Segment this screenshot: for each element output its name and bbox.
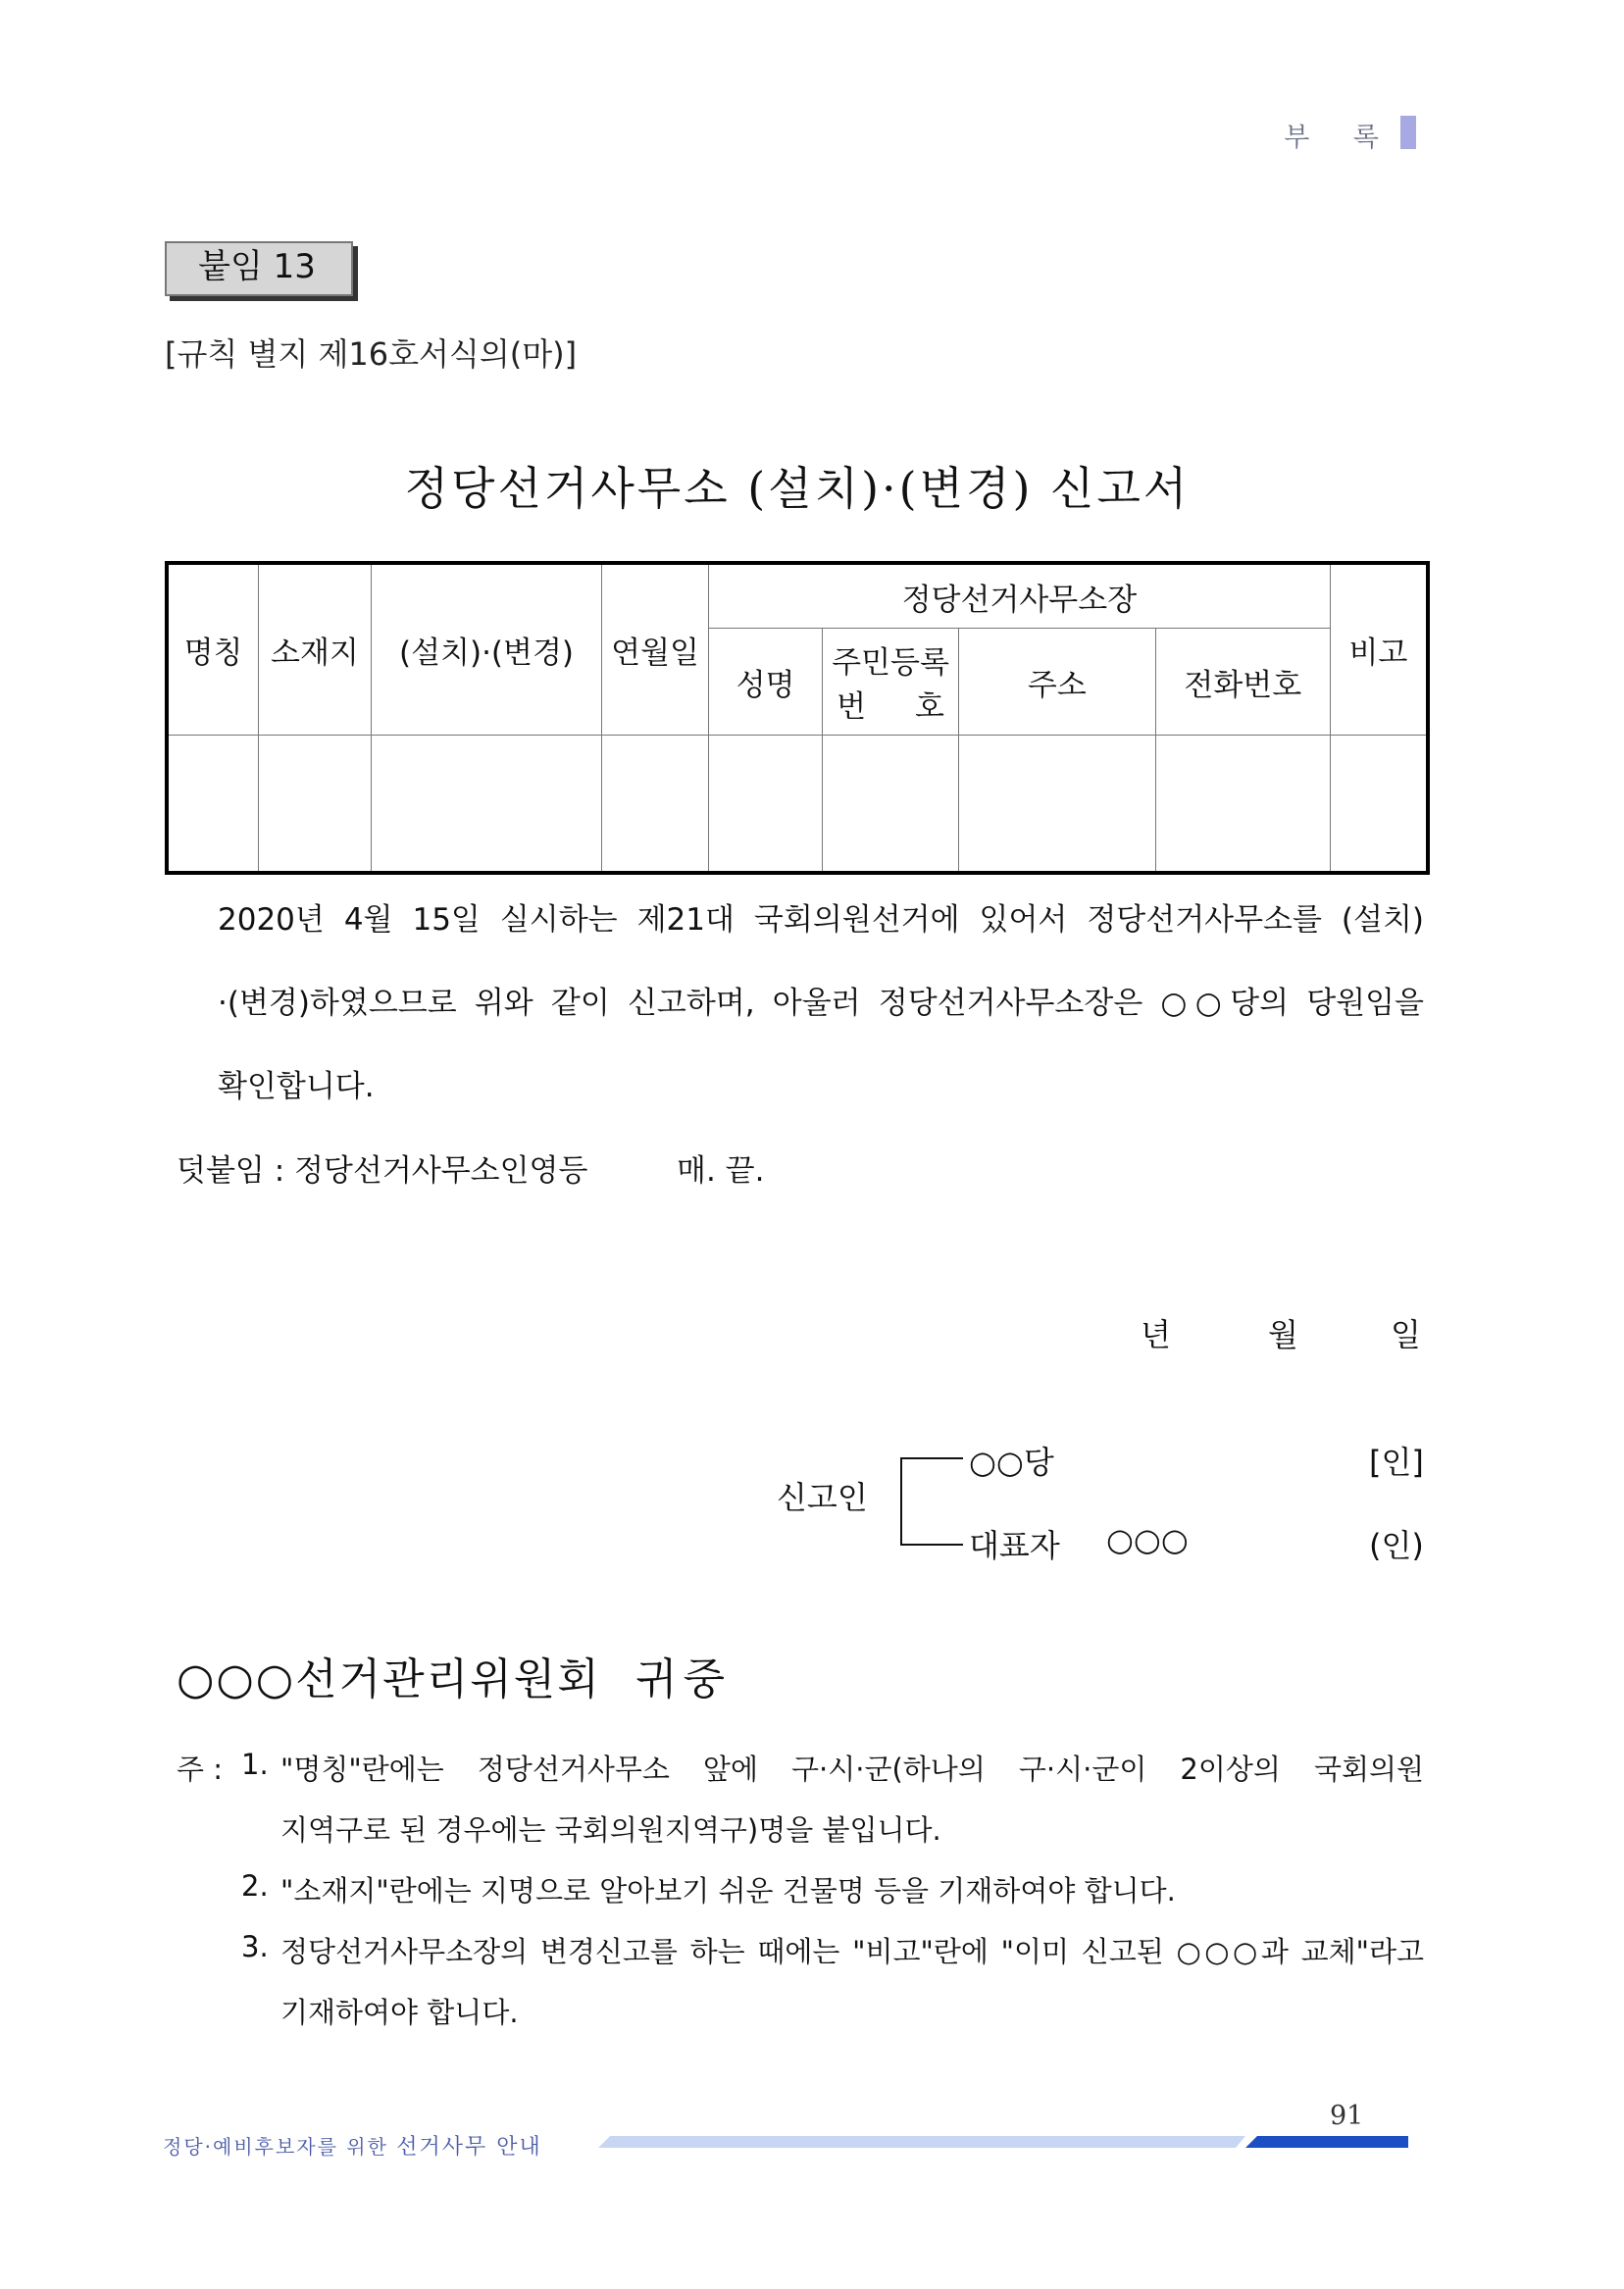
note-number: 1.: [241, 1748, 269, 1781]
note-text: 기재하여야 합니다.: [280, 1996, 519, 2029]
resident-id-label-line2: 번 호: [837, 689, 944, 726]
appendix-label: 부 록: [1284, 123, 1396, 153]
date-month-label: 월: [1268, 1316, 1298, 1353]
entry-cell[interactable]: [1330, 735, 1428, 873]
header-cell-location: 소재지: [259, 563, 372, 735]
header-cell-name: 명칭: [167, 563, 259, 735]
attachment-label: 붙임 13: [198, 247, 316, 286]
entry-cell[interactable]: [823, 735, 959, 873]
footer-text-big: 선거사무 안내: [396, 2135, 542, 2160]
attachment-note: 덧붙임 : 정당선거사무소인영등: [177, 1153, 588, 1189]
footer-stripe: [598, 2134, 1408, 2150]
header-cell-remarks: 비고: [1330, 563, 1428, 735]
form-title: 정당선거사무소 (설치)·(변경) 신고서: [404, 462, 1191, 515]
note-number: 3.: [241, 1930, 269, 1963]
date-year-label: 년: [1141, 1316, 1171, 1353]
note-number: 2.: [241, 1869, 269, 1903]
report-form-table: [165, 561, 1430, 875]
resident-id-label-line1: 주민등록: [832, 645, 949, 682]
entry-cell[interactable]: [371, 735, 601, 873]
entry-cell[interactable]: [602, 735, 709, 873]
addressee: ○○○선거관리위원회: [177, 1654, 601, 1704]
party-name: ○○당: [969, 1444, 1054, 1481]
note-text: "소재지"란에는 지명으로 알아보기 쉬운 건물명 등을 기재하여야 합니다.: [280, 1874, 1176, 1908]
appendix-marker-bar: [1400, 116, 1416, 149]
body-text-line: ·(변경)하였으므로 위와 같이 신고하며, 아울러 정당선거사무소장은 ○○당의 당원임을: [218, 986, 1424, 1021]
subheader-cell-phone: 전화번호: [1155, 629, 1330, 736]
subheader-cell-address: 주소: [958, 629, 1155, 736]
header-cell-install-change: (설치)·(변경): [371, 563, 601, 735]
note-text: 지역구로 된 경우에는 국회의원지역구)명을 붙입니다.: [280, 1813, 941, 1847]
entry-cell[interactable]: [708, 735, 822, 873]
body-text-line: 2020년 4월 15일 실시하는 제21대 국회의원선거에 있어서 정당선거사무소를 (설치): [218, 902, 1424, 938]
entry-cell[interactable]: [167, 735, 259, 873]
representative-name: ○○○: [1106, 1521, 1189, 1558]
entry-cell[interactable]: [259, 735, 372, 873]
entry-cell[interactable]: [1155, 735, 1330, 873]
notes-prefix: 주 :: [177, 1753, 224, 1786]
note-text: "명칭"란에는 정당선거사무소 앞에 구·시·군(하나의 구·시·군이 2이상의 국회의원: [280, 1753, 1424, 1786]
date-day-label: 일: [1391, 1316, 1421, 1353]
entry-cell[interactable]: [958, 735, 1155, 873]
body-text-line: 확인합니다.: [218, 1069, 375, 1104]
page-number: 91: [1330, 2101, 1364, 2131]
subheader-cell-resident-id: [823, 629, 959, 736]
header-cell-office-director: 정당선거사무소장: [708, 563, 1330, 629]
note-text: 정당선거사무소장의 변경신고를 하는 때에는 "비고"란에 "이미 신고된 ○○○과 교체"라고: [280, 1935, 1424, 1968]
footer-stripe-accent: [1245, 2136, 1408, 2148]
reporter-label: 신고인: [777, 1479, 868, 1516]
footer-text-small: 정당·예비후보자를 위한: [163, 2135, 388, 2159]
footer-stripe-light: [598, 2136, 1245, 2148]
footer-publication-title: [163, 2130, 542, 2161]
attachment-count: 매. 끝.: [677, 1153, 765, 1189]
representative-seal-mark: (인): [1369, 1527, 1424, 1564]
party-seal-mark: [인]: [1369, 1444, 1424, 1481]
reporter-bracket: [900, 1457, 963, 1546]
representative-label: 대표자: [969, 1527, 1060, 1564]
addressee-suffix: 귀중: [635, 1654, 732, 1704]
rule-reference: [규칙 별지 제16호서식의(마)]: [165, 335, 578, 373]
header-cell-date: 연월일: [602, 563, 709, 735]
subheader-cell-name: 성명: [708, 629, 822, 736]
